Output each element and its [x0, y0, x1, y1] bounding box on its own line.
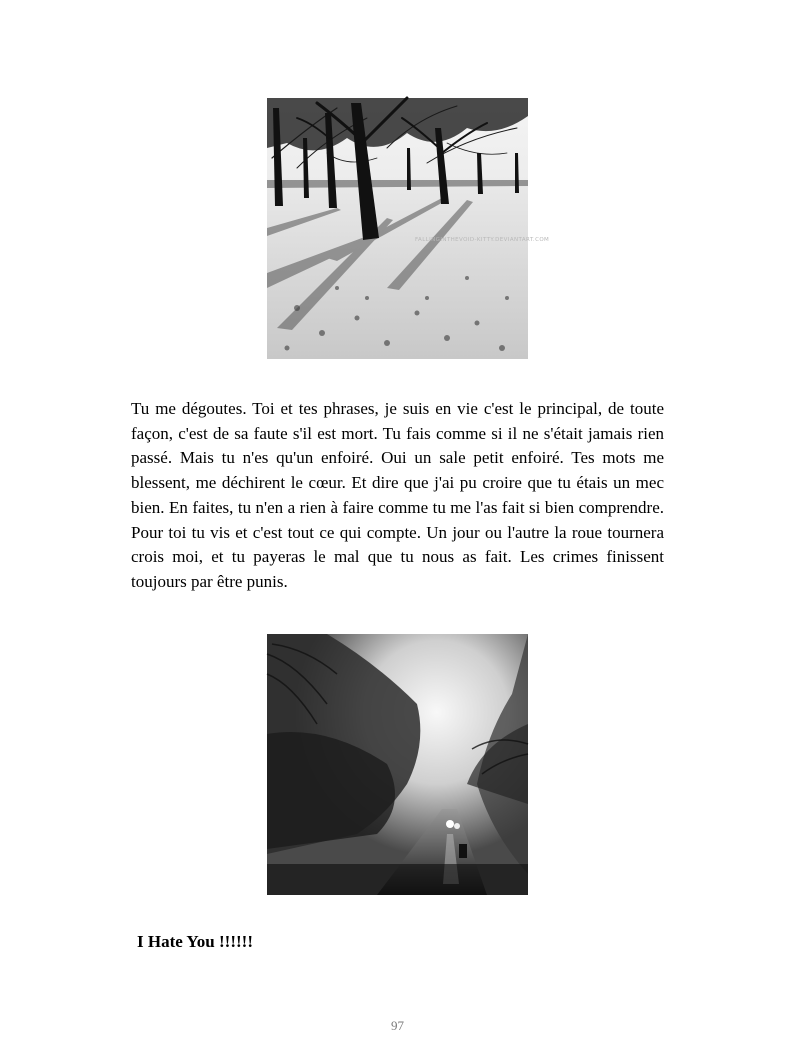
page-number: 97 [391, 1018, 404, 1033]
photo-watermark: FALLINGINTHEVOID-KITTY.DEVIANTART.COM [415, 237, 550, 243]
caption-heading: I Hate You !!!!!! [137, 932, 253, 951]
foggy-forest-road-photo [267, 634, 528, 895]
snowy-park-trees-photo [267, 98, 550, 359]
body-paragraph: Tu me dégoutes. Toi et tes phrases, je suis en vie c'est le principal, de toute façon, c'est de sa faute s'il est mort. Tu fais comme si il ne s'était jamais rien passé. Mais tu n'es qu'un enfoiré. Oui un sale petit enfoiré. Tes mots me blessent, me déchirent le cœur. Et dire que j'ai pu croire que tu étais un mec bien. En faites, tu n'en a rien à faire comme tu me l'as fait si bien comprendre. Pour toi tu vis et c'est tout ce qui compte. Un jour ou l'autre la roue tournera crois moi, et tu payeras le mal que tu nous as fait. Les crimes finissent toujours par être punis. [131, 399, 664, 591]
